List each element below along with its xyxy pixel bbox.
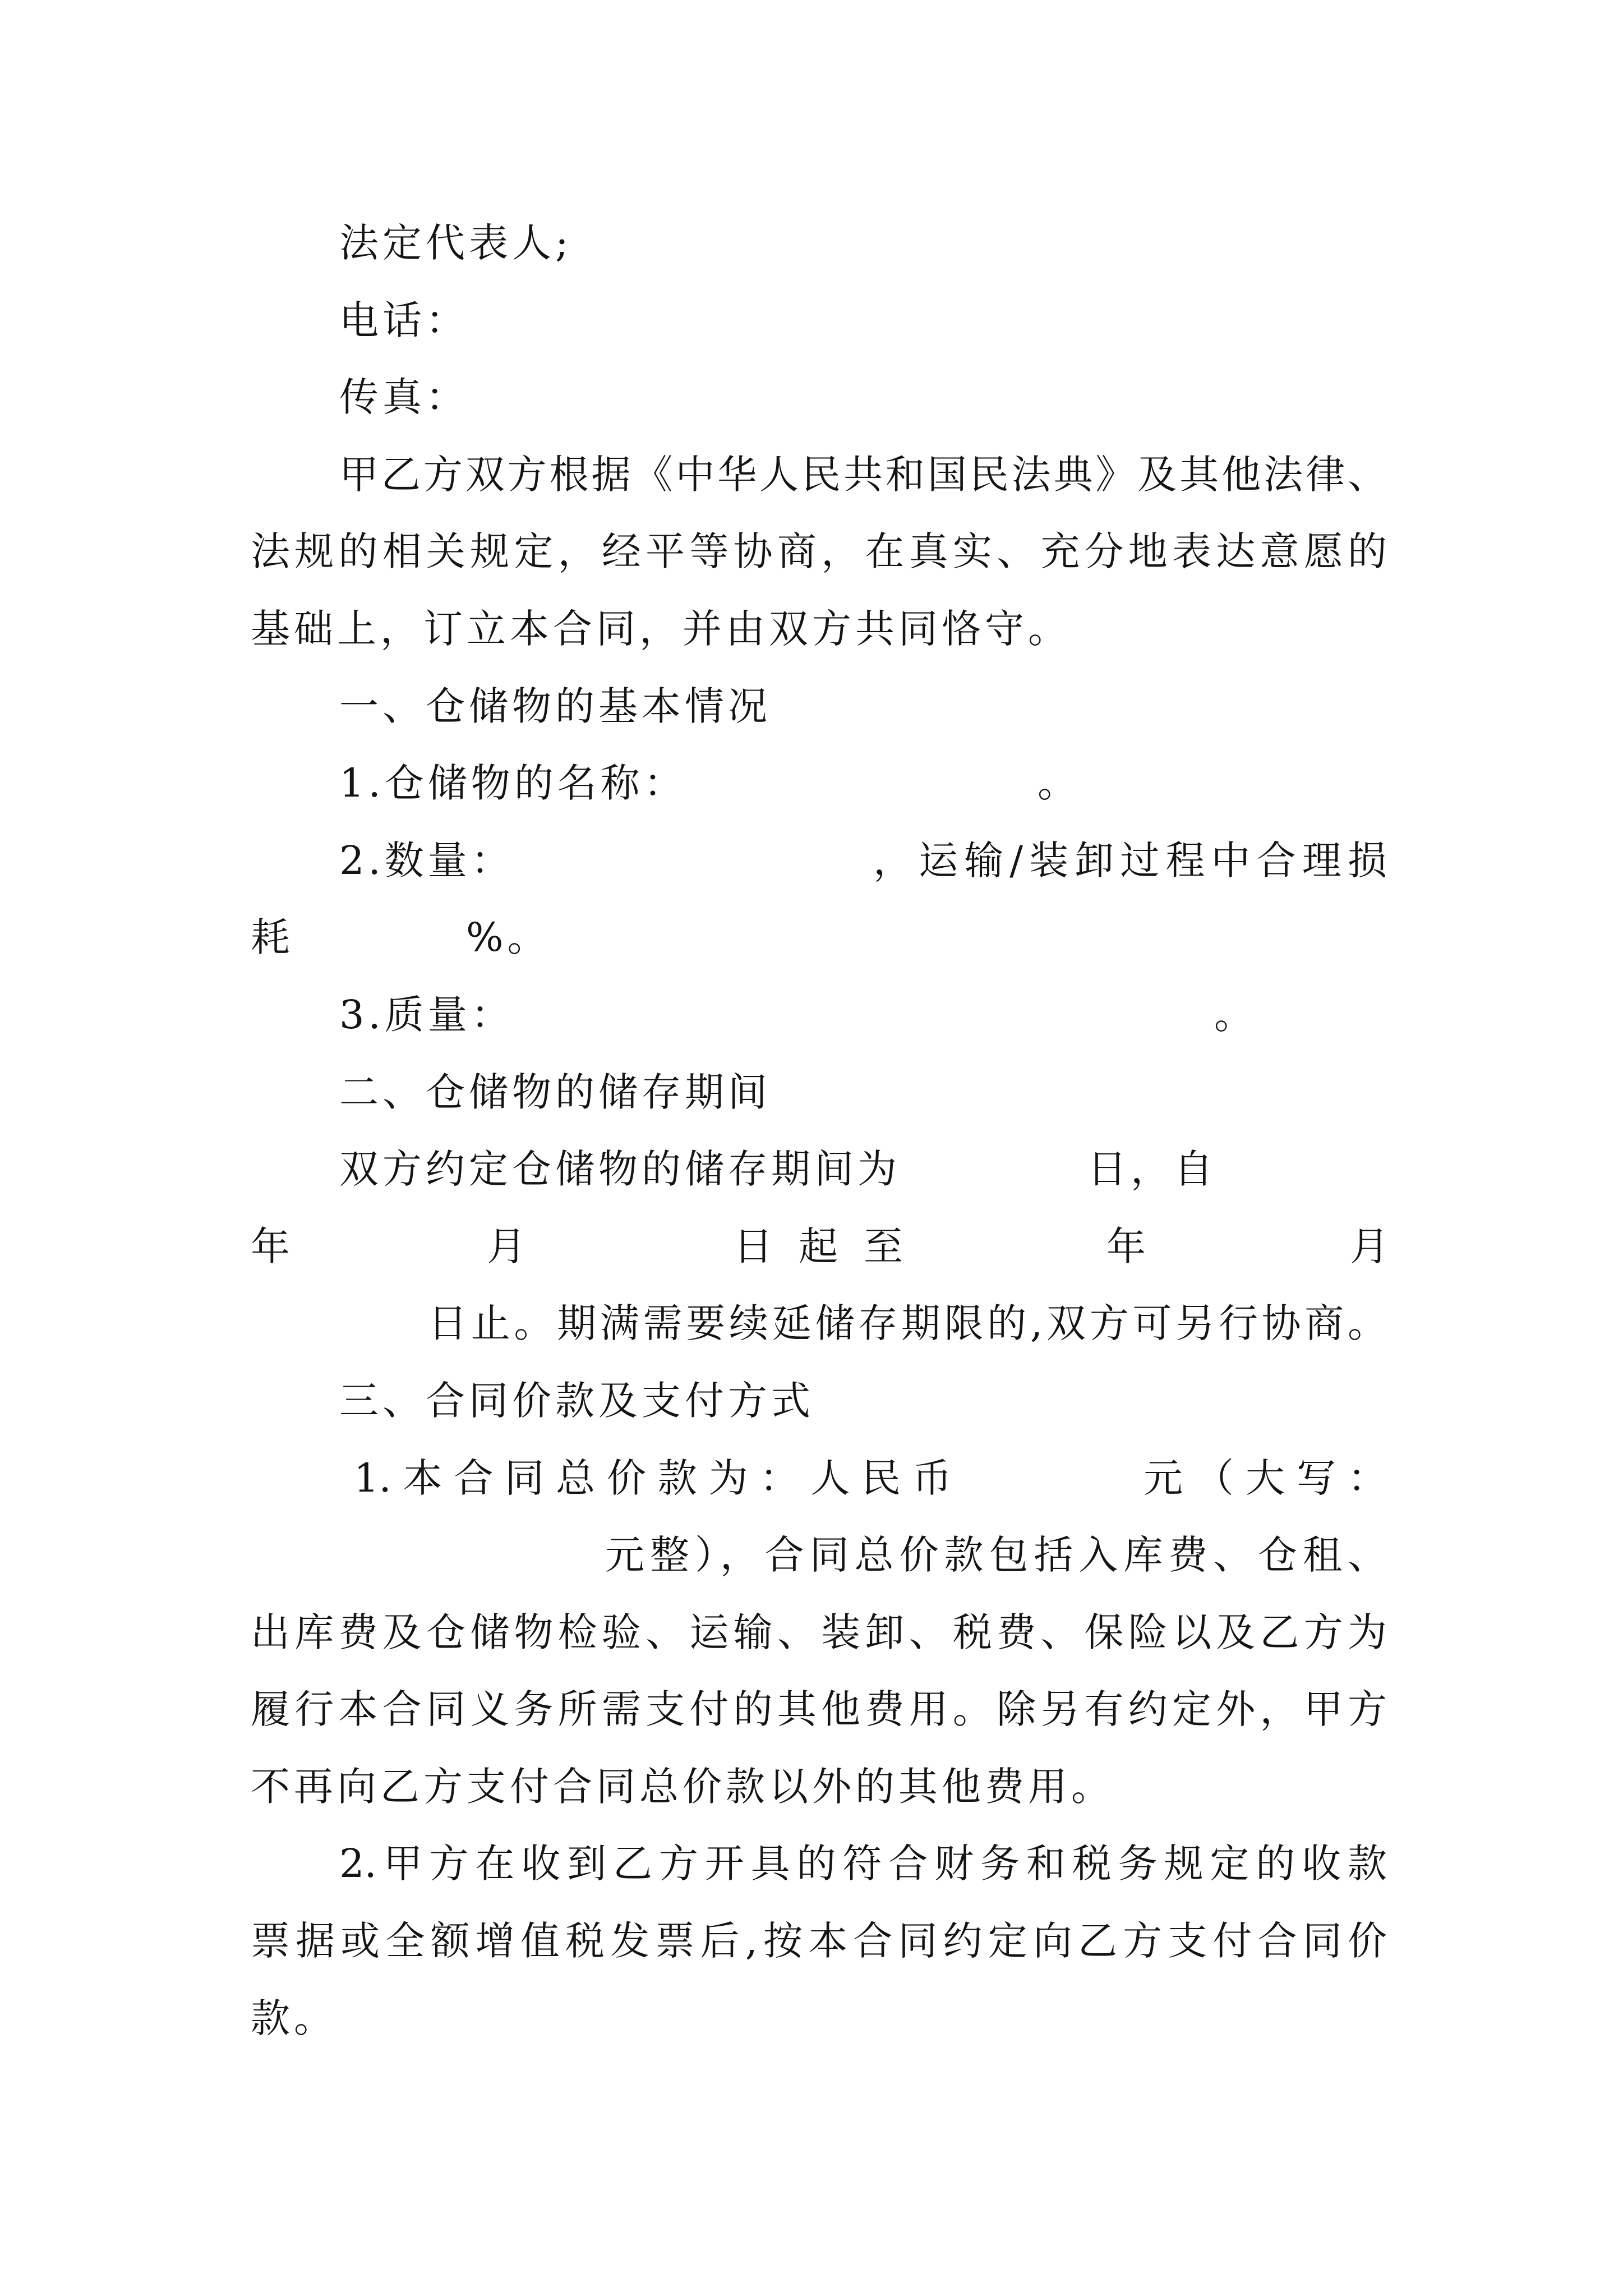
price-clause-text: 履行本合同义务所需支付的其他费用。除另有约定外，甲方 [251,1686,1387,1733]
storage-period-line [0,1131,1623,1208]
quantity-line [0,822,1623,900]
price-clause-line [0,1594,1623,1672]
from-year-label: 年 [251,1223,294,1269]
quality-label: 3.质量： [339,991,514,1038]
price-clause-text: 不再向乙方支付合同总价款以外的其他费用。 [251,1763,1114,1810]
preamble-line [0,436,1623,514]
price-clause-text: 元整），合同总价款包括入库费、仓租、 [605,1532,1387,1579]
from-day-to-label: 日起至 [734,1223,903,1269]
total-price-unit: 元（大写： [1144,1455,1387,1501]
quality-end: 。 [1214,991,1257,1038]
price-clause-line [0,1749,1623,1826]
loss-line [0,899,1623,977]
payment-clause-line [0,1903,1623,1980]
quality-line [0,977,1623,1054]
storage-days-suffix: 日，自 [1087,1146,1217,1193]
section-heading: 三、合同价款及支付方式 [339,1377,814,1424]
loss-text: ，运输/装卸过程中合理损 [873,837,1387,884]
phone-label: 电话： [339,297,469,343]
to-month-label: 月 [1350,1223,1393,1269]
storage-name-label: 1.仓储物的名称： [339,760,687,807]
storage-name-end: 。 [1038,760,1081,807]
contract-page [0,205,1623,2057]
preamble-text: 法规的相关规定，经平等协商，在真实、充分地表达意愿的 [251,528,1387,575]
total-price-line [0,1440,1623,1517]
section1-heading-line [0,668,1623,746]
section-heading: 一、仓储物的基本情况 [339,683,771,729]
quantity-label: 2.数量： [339,837,514,884]
section2-heading-line [0,1054,1623,1131]
to-year-label: 年 [1106,1223,1150,1269]
price-clause-text: 出库费及仓储物检验、运输、装卸、税费、保险以及乙方为 [251,1609,1387,1655]
loss-text-continued: 耗 [251,914,294,961]
fax-label: 传真： [339,374,469,421]
storage-period-text: 双方约定仓储物的储存期间为 [339,1146,901,1193]
storage-dates-line [0,1208,1623,1286]
from-month-label: 月 [487,1223,530,1269]
payment-clause-line [0,1980,1623,2058]
preamble-text: 基础上，订立本合同，并由双方共同恪守。 [251,605,1071,652]
loss-percent-unit: %。 [466,914,551,961]
payment-clause-line [0,1825,1623,1903]
payment-clause-text: 2.甲方在收到乙方开具的符合财务和税务规定的收款 [339,1841,1387,1887]
storage-name-line [0,745,1623,822]
preamble-line [0,513,1623,591]
payment-clause-text: 款。 [251,1995,337,2041]
fax-line [0,359,1623,436]
phone-line [0,282,1623,360]
preamble-text: 甲乙方双方根据《中华人民共和国民法典》及其他法律、 [339,451,1387,498]
storage-end-text: 日止。期满需要续延储存期限的,双方可另行协商。 [428,1300,1387,1347]
legal-representative-line [0,205,1623,282]
preamble-line [0,591,1623,668]
section3-heading-line [0,1363,1623,1440]
price-clause-line [0,1517,1623,1594]
legal-representative-label: 法定代表人; [339,220,573,266]
payment-clause-text: 票据或全额增值税发票后,按本合同约定向乙方支付合同价 [251,1918,1387,1964]
price-clause-line [0,1671,1623,1749]
storage-end-line [0,1285,1623,1363]
section-heading: 二、仓储物的储存期间 [339,1069,771,1115]
total-price-label: 1.本合同总价款为：人民币 [354,1455,952,1501]
